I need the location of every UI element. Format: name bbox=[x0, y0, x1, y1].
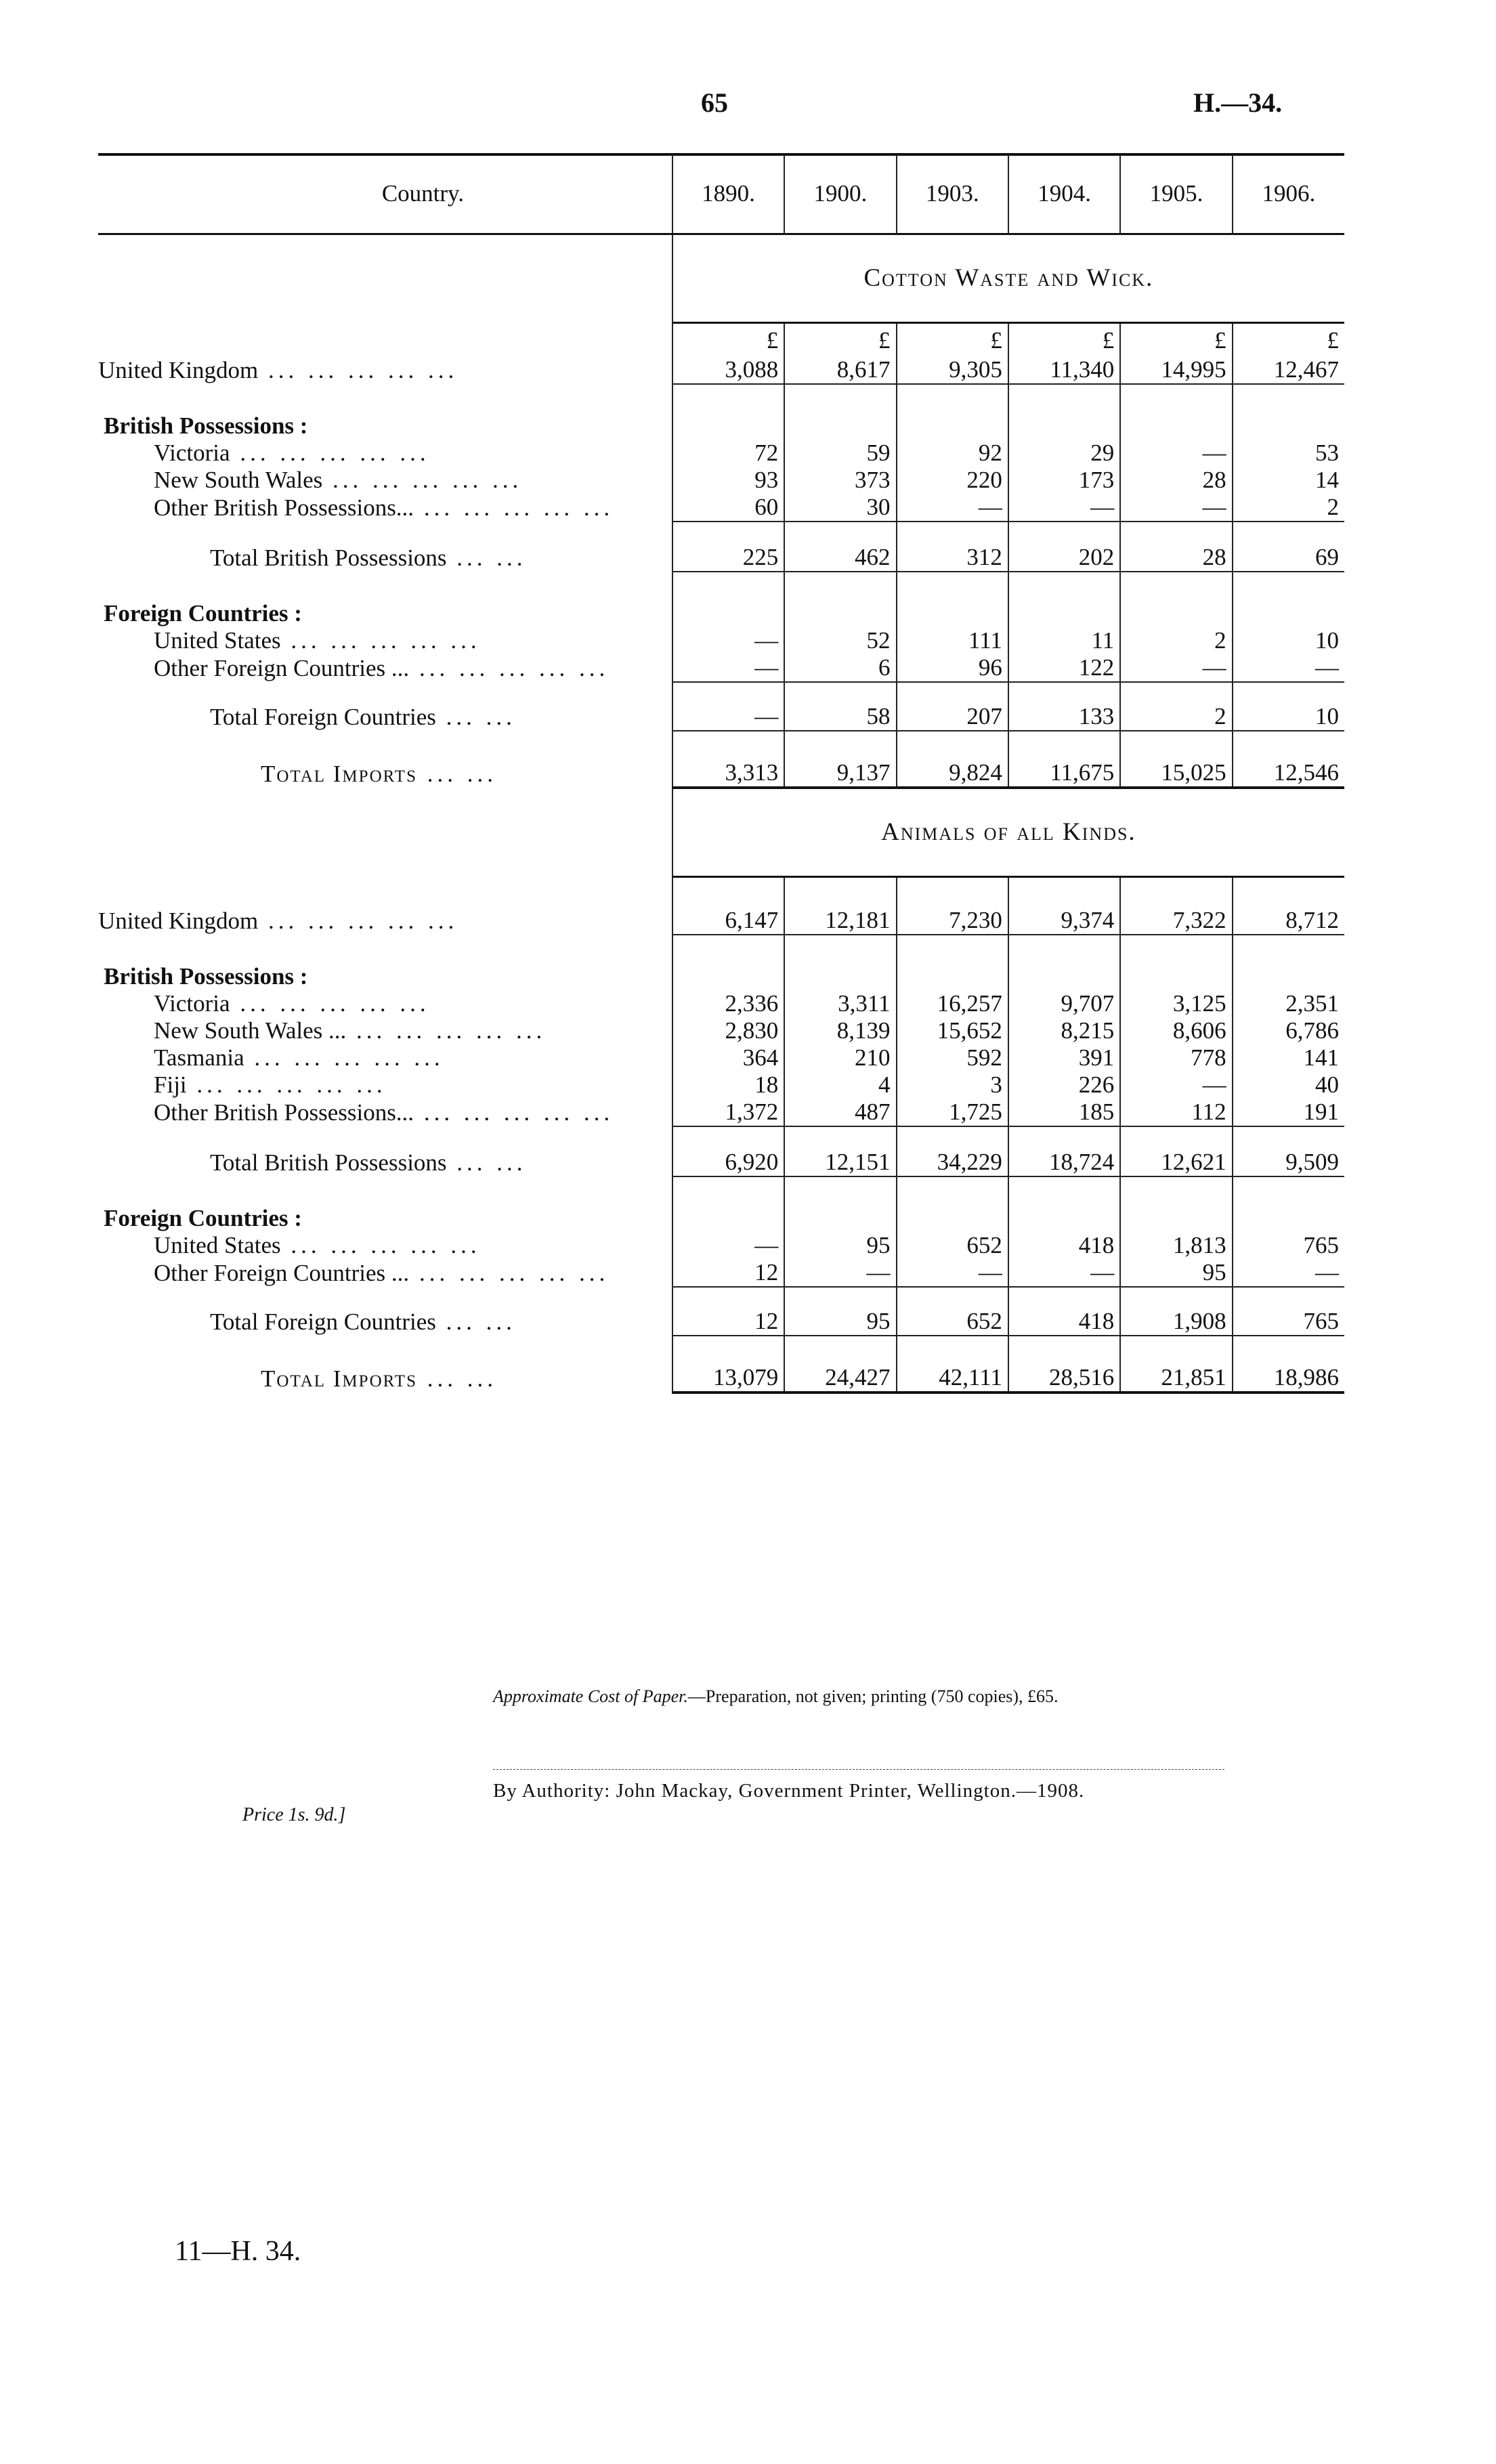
uk-row-label-text: United Kingdom bbox=[98, 908, 259, 934]
bp-row-label bbox=[98, 467, 672, 494]
cost-text: —Preparation, not given; printing (750 copies), £65. bbox=[687, 1686, 1059, 1706]
bp-row-label-text: New South Wales bbox=[154, 466, 323, 493]
uk-row-label bbox=[98, 354, 672, 384]
bp-row-label bbox=[98, 494, 672, 522]
fc-heading-row-cell bbox=[897, 572, 1008, 627]
bp-row-value: 592 bbox=[897, 1044, 1008, 1071]
bp-total-row-value: 69 bbox=[1233, 522, 1344, 572]
bp-heading-row-cell bbox=[672, 384, 784, 440]
bp-row bbox=[98, 1044, 1344, 1071]
fc-total-row-value: 765 bbox=[1233, 1287, 1344, 1336]
bp-heading-row-cell bbox=[1008, 384, 1120, 440]
fc-heading-row-cell bbox=[784, 572, 896, 627]
bp-heading-row-cell bbox=[1233, 935, 1344, 990]
bp-row-value: 3 bbox=[897, 1071, 1008, 1099]
uk-row-label bbox=[98, 876, 672, 935]
fc-total-row-value: — bbox=[672, 682, 784, 731]
bp-total-row-label-text: Total British Possessions bbox=[210, 1149, 447, 1176]
fc-heading-row-cell bbox=[897, 1176, 1008, 1232]
currency-spacer bbox=[98, 323, 672, 354]
bp-row-value: — bbox=[1120, 1071, 1232, 1099]
fc-row-value: 11 bbox=[1008, 627, 1120, 654]
bp-row-value: 364 bbox=[672, 1044, 784, 1071]
bp-heading-row bbox=[98, 384, 1344, 440]
bp-row-label bbox=[98, 1071, 672, 1099]
year-header: 1904. bbox=[1008, 154, 1120, 234]
total-row bbox=[98, 1336, 1344, 1393]
fc-total-row-value: 133 bbox=[1008, 682, 1120, 731]
fc-heading-row-cell bbox=[1233, 1176, 1344, 1232]
bp-heading-row-cell bbox=[897, 384, 1008, 440]
fc-heading-row-cell bbox=[784, 1176, 896, 1232]
bp-row-label-text: Fiji bbox=[154, 1071, 187, 1098]
fc-total-row-value: 652 bbox=[897, 1287, 1008, 1336]
uk-row-value: 6,147 bbox=[672, 876, 784, 935]
fc-total-row bbox=[98, 1287, 1344, 1336]
bp-heading-row-label: British Possessions : bbox=[104, 963, 308, 990]
uk-row-value: 14,995 bbox=[1120, 354, 1232, 384]
total-row-label bbox=[98, 1336, 672, 1393]
bp-heading-row-cell bbox=[672, 935, 784, 990]
bp-total-row-label bbox=[98, 522, 672, 572]
fc-total-row-value: 207 bbox=[897, 682, 1008, 731]
bp-total-row-value: 12,151 bbox=[784, 1126, 896, 1176]
bp-row-value: 3,125 bbox=[1120, 990, 1232, 1017]
section-title-spacer bbox=[98, 788, 672, 877]
total-row-value: 21,851 bbox=[1120, 1336, 1232, 1393]
bp-total-row bbox=[98, 1126, 1344, 1176]
bp-row-value: 2,336 bbox=[672, 990, 784, 1017]
uk-row-value: 3,088 bbox=[672, 354, 784, 384]
bp-row-value: 72 bbox=[672, 440, 784, 467]
bp-row-value: 220 bbox=[897, 467, 1008, 494]
bp-row-value: 29 bbox=[1008, 440, 1120, 467]
fc-total-row-label bbox=[98, 682, 672, 731]
bp-row-label bbox=[98, 1099, 672, 1126]
fc-row-value: — bbox=[1233, 1259, 1344, 1287]
bp-row-value: 1,725 bbox=[897, 1099, 1008, 1126]
authority-line: By Authority: John Mackay, Government Printer, Wellington.—1908. bbox=[493, 1780, 1085, 1802]
total-row-value: 9,137 bbox=[784, 731, 896, 788]
bp-row-value: 15,652 bbox=[897, 1017, 1008, 1044]
bp-total-row-value: 28 bbox=[1120, 522, 1232, 572]
imports-table bbox=[98, 154, 1344, 1394]
leader-dots: ... ... ... ... ... bbox=[258, 908, 458, 934]
leader-dots: ... ... ... ... ... bbox=[322, 466, 523, 493]
fc-heading-row-cell bbox=[672, 1176, 784, 1232]
fc-row-value: 122 bbox=[1008, 654, 1120, 682]
leader-dots: ... ... ... ... ... bbox=[230, 990, 430, 1017]
fc-row-value: — bbox=[1008, 1259, 1120, 1287]
bp-row-value: 226 bbox=[1008, 1071, 1120, 1099]
fc-total-row-value: 95 bbox=[784, 1287, 896, 1336]
fc-heading-row-cell bbox=[1008, 1176, 1120, 1232]
bp-row-value: 53 bbox=[1233, 440, 1344, 467]
total-row-value: 15,025 bbox=[1120, 731, 1232, 788]
fc-row-label bbox=[98, 654, 672, 682]
bp-heading-row-cell bbox=[784, 935, 896, 990]
currency-row bbox=[98, 323, 1344, 354]
uk-row-value: 7,322 bbox=[1120, 876, 1232, 935]
bp-row-value: 373 bbox=[784, 467, 896, 494]
fc-row-label-text: Other Foreign Countries ... bbox=[154, 654, 410, 681]
footer-divider bbox=[493, 1769, 1224, 1770]
fc-row-value: — bbox=[1120, 654, 1232, 682]
bp-total-row-label bbox=[98, 1126, 672, 1176]
bp-total-row bbox=[98, 522, 1344, 572]
paper-id: H.—34. bbox=[1193, 87, 1283, 118]
uk-row bbox=[98, 354, 1344, 384]
fc-row-value: 2 bbox=[1120, 627, 1232, 654]
fc-heading-row-label: Foreign Countries : bbox=[104, 1205, 302, 1231]
bp-total-row-value: 6,920 bbox=[672, 1126, 784, 1176]
bp-row-value: 59 bbox=[784, 440, 896, 467]
fc-row bbox=[98, 654, 1344, 682]
fc-heading-row-label: Foreign Countries : bbox=[104, 599, 302, 626]
uk-row bbox=[98, 876, 1344, 935]
total-row-label bbox=[98, 731, 672, 788]
leader-dots: ... ... bbox=[446, 544, 527, 571]
fc-row-value: 652 bbox=[897, 1232, 1008, 1259]
bp-row-value: 210 bbox=[784, 1044, 896, 1071]
bp-row-value: 40 bbox=[1233, 1071, 1344, 1099]
year-header: 1906. bbox=[1233, 154, 1344, 234]
bp-total-row-value: 202 bbox=[1008, 522, 1120, 572]
bp-row-value: 18 bbox=[672, 1071, 784, 1099]
fc-total-row-value: 2 bbox=[1120, 682, 1232, 731]
year-header: 1900. bbox=[784, 154, 896, 234]
total-row-value: 11,675 bbox=[1008, 731, 1120, 788]
cost-note bbox=[493, 1686, 1059, 1707]
fc-row-label bbox=[98, 627, 672, 654]
fc-row bbox=[98, 627, 1344, 654]
fc-row-label-text: United States bbox=[154, 626, 281, 654]
bp-row-value: 191 bbox=[1233, 1099, 1344, 1126]
total-row-value: 9,824 bbox=[897, 731, 1008, 788]
bp-row bbox=[98, 440, 1344, 467]
year-header: 1890. bbox=[672, 154, 784, 234]
fc-row-value: — bbox=[1233, 654, 1344, 682]
year-header: 1903. bbox=[897, 154, 1008, 234]
signature-mark: 11—H. 34. bbox=[175, 2236, 301, 2267]
bp-heading-row-cell bbox=[784, 384, 896, 440]
fc-heading-row bbox=[98, 572, 1344, 627]
bp-row-value: 60 bbox=[672, 494, 784, 522]
leader-dots: ... ... bbox=[435, 703, 516, 730]
section-title-row bbox=[98, 788, 1344, 877]
leader-dots: ... ... ... ... ... bbox=[346, 1017, 547, 1044]
fc-heading-row-cell bbox=[1120, 1176, 1232, 1232]
bp-row bbox=[98, 1099, 1344, 1126]
uk-row-value: 9,374 bbox=[1008, 876, 1120, 935]
fc-heading-row bbox=[98, 1176, 1344, 1232]
bp-row-label-text: Other British Possessions... bbox=[154, 494, 414, 521]
fc-heading-row-cell bbox=[672, 572, 784, 627]
fc-total-row-label-text: Total Foreign Countries bbox=[210, 703, 436, 730]
bp-row-value: 28 bbox=[1120, 467, 1232, 494]
total-row-value: 13,079 bbox=[672, 1336, 784, 1393]
fc-total-row-value: 12 bbox=[672, 1287, 784, 1336]
bp-row-label-text: Victoria bbox=[154, 439, 230, 466]
fc-row-value: 10 bbox=[1233, 627, 1344, 654]
total-row-label-text: Total Imports bbox=[261, 760, 417, 787]
fc-row-value: — bbox=[672, 627, 784, 654]
section-title-spacer bbox=[98, 234, 672, 323]
leader-dots: ... ... bbox=[446, 1149, 527, 1176]
fc-row-label bbox=[98, 1259, 672, 1287]
fc-row-value: — bbox=[672, 1232, 784, 1259]
currency-symbol: £ bbox=[672, 323, 784, 354]
fc-row-value: — bbox=[672, 654, 784, 682]
uk-row-label-text: United Kingdom bbox=[98, 356, 259, 383]
bp-total-row-value: 18,724 bbox=[1008, 1126, 1120, 1176]
bp-row bbox=[98, 1017, 1344, 1044]
uk-row-value: 7,230 bbox=[897, 876, 1008, 935]
bp-total-row-value: 462 bbox=[784, 522, 896, 572]
fc-row bbox=[98, 1232, 1344, 1259]
bp-row-label-text: Other British Possessions... bbox=[154, 1099, 414, 1126]
leader-dots: ... ... ... ... ... bbox=[258, 356, 458, 383]
fc-total-row-value: 10 bbox=[1233, 682, 1344, 731]
fc-total-row bbox=[98, 682, 1344, 731]
uk-row-value: 8,712 bbox=[1233, 876, 1344, 935]
fc-row-value: 12 bbox=[672, 1259, 784, 1287]
leader-dots: ... ... ... ... ... bbox=[409, 1260, 610, 1286]
leader-dots: ... ... ... ... ... bbox=[414, 1099, 614, 1126]
bp-row-label bbox=[98, 440, 672, 467]
bp-row-value: 2 bbox=[1233, 494, 1344, 522]
bp-heading-row-cell bbox=[1008, 935, 1120, 990]
bp-row-value: 8,606 bbox=[1120, 1017, 1232, 1044]
bp-total-row-value: 225 bbox=[672, 522, 784, 572]
uk-row-value: 12,181 bbox=[784, 876, 896, 935]
fc-total-row-value: 1,908 bbox=[1120, 1287, 1232, 1336]
currency-symbol: £ bbox=[1008, 323, 1120, 354]
bp-total-row-value: 9,509 bbox=[1233, 1126, 1344, 1176]
bp-row-value: 30 bbox=[784, 494, 896, 522]
price-line: Price 1s. 9d.] bbox=[242, 1804, 346, 1825]
year-header: 1905. bbox=[1120, 154, 1232, 234]
bp-row-value: 4 bbox=[784, 1071, 896, 1099]
section-title: Animals of all Kinds. bbox=[672, 788, 1344, 877]
currency-symbol: £ bbox=[1120, 323, 1232, 354]
leader-dots: ... ... bbox=[435, 1309, 516, 1335]
cost-label: Approximate Cost of Paper. bbox=[493, 1686, 688, 1706]
total-row-value: 24,427 bbox=[784, 1336, 896, 1393]
bp-row-value: 487 bbox=[784, 1099, 896, 1126]
uk-row-value: 11,340 bbox=[1008, 354, 1120, 384]
bp-row-value: 6,786 bbox=[1233, 1017, 1344, 1044]
bp-heading-row-cell bbox=[897, 935, 1008, 990]
fc-row-value: 96 bbox=[897, 654, 1008, 682]
bp-row-value: 185 bbox=[1008, 1099, 1120, 1126]
bp-row-value: — bbox=[1120, 494, 1232, 522]
total-row-value: 42,111 bbox=[897, 1336, 1008, 1393]
fc-total-row-value: 418 bbox=[1008, 1287, 1120, 1336]
total-row-value: 12,546 bbox=[1233, 731, 1344, 788]
bp-total-row-value: 12,621 bbox=[1120, 1126, 1232, 1176]
leader-dots: ... ... bbox=[416, 1365, 497, 1392]
leader-dots: ... ... ... ... ... bbox=[244, 1044, 444, 1071]
leader-dots: ... ... ... ... ... bbox=[280, 626, 481, 654]
bp-row-label-text: Victoria bbox=[154, 990, 230, 1017]
bp-total-row-label-text: Total British Possessions bbox=[210, 544, 447, 571]
section-title: Cotton Waste and Wick. bbox=[672, 234, 1344, 323]
total-row-value: 3,313 bbox=[672, 731, 784, 788]
bp-row-value: — bbox=[1008, 494, 1120, 522]
bp-row-value: 3,311 bbox=[784, 990, 896, 1017]
section-title-row bbox=[98, 234, 1344, 323]
bp-heading-row-cell bbox=[1120, 935, 1232, 990]
bp-heading-row-label: British Possessions : bbox=[104, 412, 308, 439]
leader-dots: ... ... ... ... ... bbox=[186, 1071, 387, 1098]
currency-symbol: £ bbox=[784, 323, 896, 354]
fc-row-value: 1,813 bbox=[1120, 1232, 1232, 1259]
bp-row bbox=[98, 990, 1344, 1017]
leader-dots: ... ... bbox=[416, 760, 497, 787]
bp-heading-row bbox=[98, 935, 1344, 990]
bp-row-label-text: Tasmania bbox=[154, 1044, 244, 1071]
bp-heading-row-cell bbox=[1120, 384, 1232, 440]
fc-row-value: 95 bbox=[1120, 1259, 1232, 1287]
bp-row bbox=[98, 494, 1344, 522]
fc-row-value: 95 bbox=[784, 1232, 896, 1259]
bp-row-value: — bbox=[1120, 440, 1232, 467]
bp-total-row-value: 34,229 bbox=[897, 1126, 1008, 1176]
bp-row-label bbox=[98, 1044, 672, 1071]
fc-heading-row-cell bbox=[1008, 572, 1120, 627]
bp-row-value: 16,257 bbox=[897, 990, 1008, 1017]
total-row bbox=[98, 731, 1344, 788]
leader-dots: ... ... ... ... ... bbox=[230, 439, 430, 466]
fc-row-value: 6 bbox=[784, 654, 896, 682]
bp-row-value: 8,215 bbox=[1008, 1017, 1120, 1044]
fc-total-row-label-text: Total Foreign Countries bbox=[210, 1309, 436, 1335]
fc-row-value: 765 bbox=[1233, 1232, 1344, 1259]
bp-row-value: 173 bbox=[1008, 467, 1120, 494]
country-header: Country. bbox=[98, 154, 672, 234]
bp-row-value: 14 bbox=[1233, 467, 1344, 494]
bp-row-label bbox=[98, 1017, 672, 1044]
bp-row-value: 2,351 bbox=[1233, 990, 1344, 1017]
total-row-value: 18,986 bbox=[1233, 1336, 1344, 1393]
bp-row-label-text: New South Wales ... bbox=[154, 1017, 347, 1044]
uk-row-value: 8,617 bbox=[784, 354, 896, 384]
bp-row-value: 391 bbox=[1008, 1044, 1120, 1071]
bp-row-label bbox=[98, 990, 672, 1017]
currency-symbol: £ bbox=[897, 323, 1008, 354]
page-number: 65 bbox=[701, 87, 728, 118]
fc-row-value: 418 bbox=[1008, 1232, 1120, 1259]
bp-row-value: 1,372 bbox=[672, 1099, 784, 1126]
leader-dots: ... ... ... ... ... bbox=[414, 494, 614, 521]
bp-row-value: 8,139 bbox=[784, 1017, 896, 1044]
fc-row-label-text: United States bbox=[154, 1232, 281, 1258]
bp-row-value: 2,830 bbox=[672, 1017, 784, 1044]
bp-row-value: 93 bbox=[672, 467, 784, 494]
currency-symbol: £ bbox=[1233, 323, 1344, 354]
uk-row-value: 9,305 bbox=[897, 354, 1008, 384]
fc-row-value: — bbox=[897, 1259, 1008, 1287]
total-row-value: 28,516 bbox=[1008, 1336, 1120, 1393]
bp-row-value: 92 bbox=[897, 440, 1008, 467]
year-header-row bbox=[98, 154, 1344, 234]
bp-row bbox=[98, 1071, 1344, 1099]
bp-row-value: 9,707 bbox=[1008, 990, 1120, 1017]
fc-row-value: 111 bbox=[897, 627, 1008, 654]
leader-dots: ... ... ... ... ... bbox=[409, 654, 610, 681]
leader-dots: ... ... ... ... ... bbox=[280, 1232, 481, 1258]
uk-row-value: 12,467 bbox=[1233, 354, 1344, 384]
bp-row-value: 141 bbox=[1233, 1044, 1344, 1071]
fc-heading-row-cell bbox=[1233, 572, 1344, 627]
fc-total-row-value: 58 bbox=[784, 682, 896, 731]
bp-total-row-value: 312 bbox=[897, 522, 1008, 572]
bp-row-value: 778 bbox=[1120, 1044, 1232, 1071]
fc-row-value: — bbox=[784, 1259, 896, 1287]
total-row-label-text: Total Imports bbox=[261, 1365, 417, 1392]
fc-row-value: 52 bbox=[784, 627, 896, 654]
bp-row-value: 112 bbox=[1120, 1099, 1232, 1126]
bp-row bbox=[98, 467, 1344, 494]
bp-heading-row-cell bbox=[1233, 384, 1344, 440]
fc-row bbox=[98, 1259, 1344, 1287]
fc-total-row-label bbox=[98, 1287, 672, 1336]
bp-row-value: — bbox=[897, 494, 1008, 522]
fc-row-label bbox=[98, 1232, 672, 1259]
fc-heading-row-cell bbox=[1120, 572, 1232, 627]
fc-row-label-text: Other Foreign Countries ... bbox=[154, 1260, 410, 1286]
